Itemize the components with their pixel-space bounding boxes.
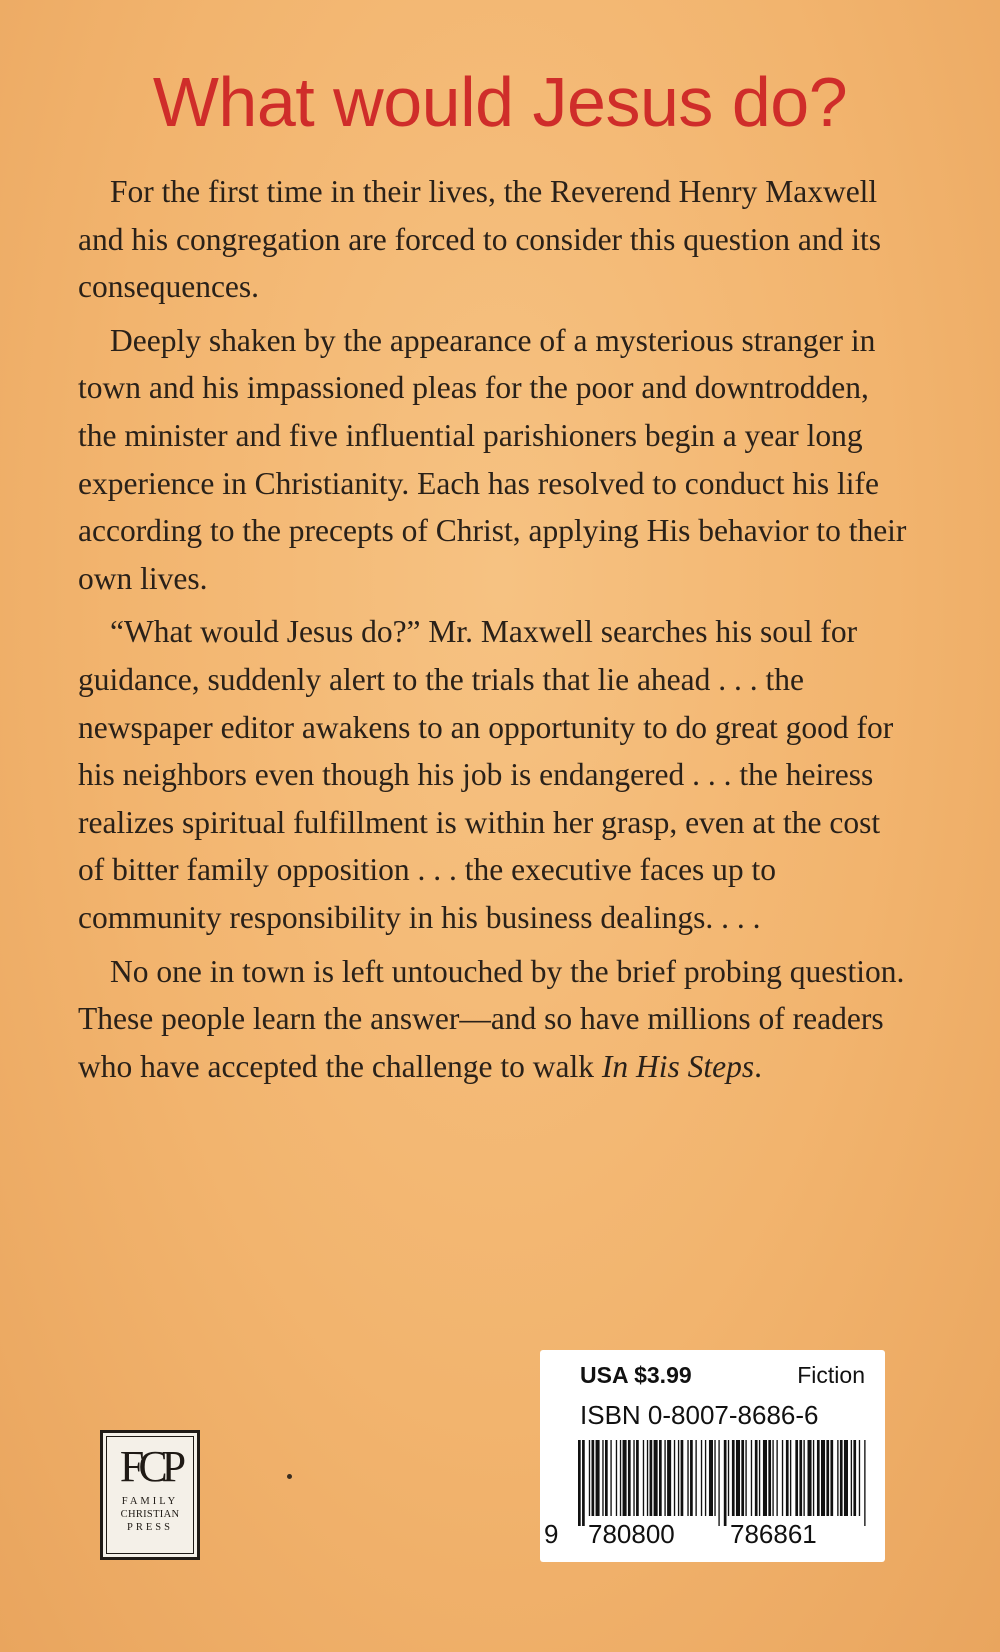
speck <box>287 1474 292 1479</box>
barcode-digit-lead: 9 <box>542 1516 560 1552</box>
barcode-digits-left: 780800 <box>586 1516 677 1552</box>
closing-text: No one in town is left untouched by the brief probing question. These people learn the answer—and so have millions of readers who have accepted the challenge to walk <box>78 953 905 1084</box>
headline: What would Jesus do? <box>152 63 848 141</box>
publisher-line-3: PRESS <box>127 1522 173 1533</box>
barcode-digits-right: 786861 <box>728 1516 819 1552</box>
closing-end: . <box>754 1048 763 1084</box>
barcode-digits <box>542 1516 876 1552</box>
publisher-line-1: FAMILY <box>121 1496 179 1507</box>
price-label <box>540 1350 885 1562</box>
barcode <box>578 1440 868 1526</box>
blurb-paragraph-3: “What would Jesus do?” Mr. Maxwell searches his soul for guidance, suddenly alert to the trials that lie ahead . . . the newspaper editor awakens to an opportunity to do great good for his neighbors even though his job is endangered . . . the heiress realizes spiritual fulfillment is within her grasp, even at the cost of bitter family opposition . . . the executive faces up to community responsibility in his business dealings. . . . <box>78 614 894 935</box>
publisher-monogram: FCP <box>119 1442 181 1491</box>
book-title: In His Steps <box>601 1048 755 1084</box>
blurb-paragraph-4 <box>78 948 908 1091</box>
price: USA $3.99 <box>580 1362 692 1388</box>
isbn: ISBN 0-8007-8686-6 <box>580 1400 819 1430</box>
blurb <box>78 168 908 1096</box>
blurb-paragraph-1: For the first time in their lives, the Reverend Henry Maxwell and his congregation are forced to consider this question and its consequences. <box>78 174 882 305</box>
publisher-line-2: CHRISTIAN <box>120 1509 180 1520</box>
blurb-paragraph-2: Deeply shaken by the appearance of a mysterious stranger in town and his impassioned pleas for the poor and downtrodden, the minister and five influential parishioners begin a year long experience in Christianity. Each has resolved to conduct his life according to the precepts of Christ, applying His behavior to their own lives. <box>78 322 907 596</box>
category: Fiction <box>797 1362 865 1388</box>
publisher-logo <box>100 1430 200 1560</box>
